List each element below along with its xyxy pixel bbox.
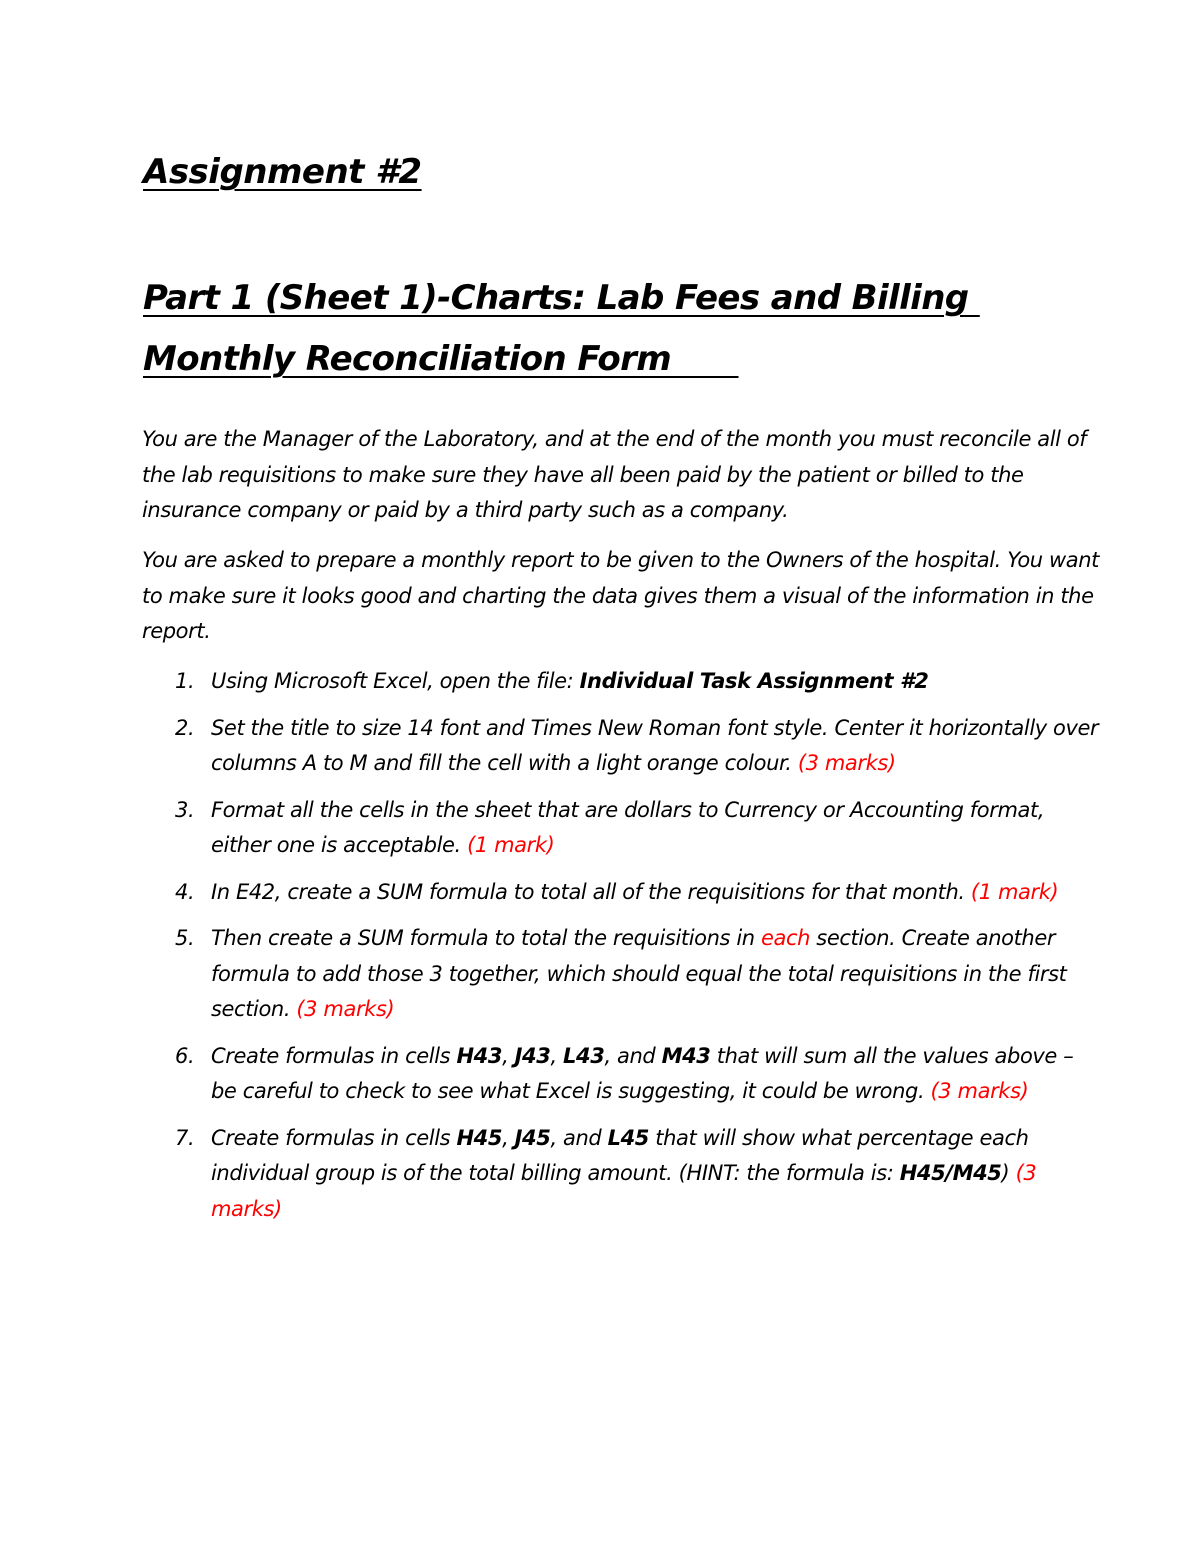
formula-text: H45/M45	[899, 1161, 1002, 1185]
task-item-1	[142, 664, 1102, 700]
task-text: that will sum all the values above – be careful to check to see what Excel is suggesting, it could be wrong.	[211, 1043, 1074, 1103]
report-paragraph: You are asked to prepare a monthly report to be given to the Owners of the hospital. You want to make sure it looks good and charting the data gives them a visual of the information in the report.	[142, 548, 1099, 643]
cell-reference: L43	[563, 1043, 605, 1068]
task-item-3	[142, 793, 1102, 864]
assignment-title: Assignment #2	[143, 152, 422, 192]
task-list	[142, 664, 1102, 1238]
task-text: Set the title to size 14 font and Times New Roman font style. Center it horizontally over columns A to M and fill the cell with a light orange colour.	[211, 715, 1099, 775]
part-heading-line-1: Part 1 (Sheet 1)-Charts: Lab Fees and Billing	[143, 278, 980, 318]
intro-paragraph: You are the Manager of the Laboratory, and at the end of the month you must reconcile all of the lab requisitions to make sure they have all been paid by the patient or billed to the insurance company or paid by a third party such as a company.	[142, 427, 1087, 522]
task-item-5	[142, 921, 1102, 1028]
cell-reference: M43	[661, 1043, 711, 1068]
task-text: )	[1001, 1161, 1016, 1185]
task-item-4	[142, 875, 1102, 911]
task-item-7	[142, 1121, 1102, 1228]
separator: ,	[550, 1043, 564, 1068]
task-text: Create formulas in cells	[211, 1125, 457, 1150]
task-number: 6.	[175, 1043, 195, 1068]
task-text: Format all the cells in the sheet that are dollars to Currency or Accounting format, either one is acceptable.	[211, 797, 1045, 857]
task-item-6	[142, 1039, 1102, 1110]
task-text: Using Microsoft Excel, open the file:	[211, 669, 580, 693]
marks-label: (3 marks)	[930, 1079, 1029, 1103]
separator: , and	[604, 1043, 662, 1068]
part-heading	[143, 268, 1043, 390]
task-number: 4.	[175, 879, 195, 904]
cell-reference: J45	[514, 1125, 551, 1150]
task-item-2	[142, 711, 1102, 782]
task-text: section. Create another formula to add those 3 together, which should equal the total requisitions in the first section.	[211, 926, 1067, 1021]
file-name: Individual Task Assignment #2	[579, 669, 929, 693]
separator: ,	[502, 1043, 515, 1068]
task-text: that will show what percentage each individual group is of the total billing amount. (HINT: the formula is:	[211, 1125, 1029, 1185]
cell-reference: H45	[456, 1125, 503, 1150]
marks-label: (3 marks)	[797, 751, 896, 775]
task-number: 3.	[175, 797, 195, 822]
marks-label: (1 mark)	[467, 833, 555, 857]
task-number: 5.	[175, 926, 195, 950]
marks-label: (1 mark)	[970, 879, 1059, 904]
marks-label: (3 marks)	[211, 1161, 1037, 1221]
separator: , and	[550, 1125, 608, 1150]
task-number: 7.	[175, 1125, 195, 1150]
marks-label: (3 marks)	[296, 997, 395, 1021]
part-heading-line-2: Monthly Reconciliation Form	[143, 339, 739, 379]
task-text: In E42, create a SUM formula to total all of the requisitions for that month.	[211, 879, 971, 904]
separator: ,	[502, 1125, 515, 1150]
cell-reference: H43	[456, 1043, 503, 1068]
cell-reference: L45	[607, 1125, 650, 1150]
cell-reference: J43	[514, 1043, 551, 1068]
task-text: Create formulas in cells	[211, 1043, 457, 1068]
emphasis-word: each	[760, 926, 810, 950]
task-text: Then create a SUM formula to total the requisitions in	[211, 926, 761, 950]
task-number: 2.	[175, 715, 195, 740]
task-number: 1.	[175, 669, 195, 693]
